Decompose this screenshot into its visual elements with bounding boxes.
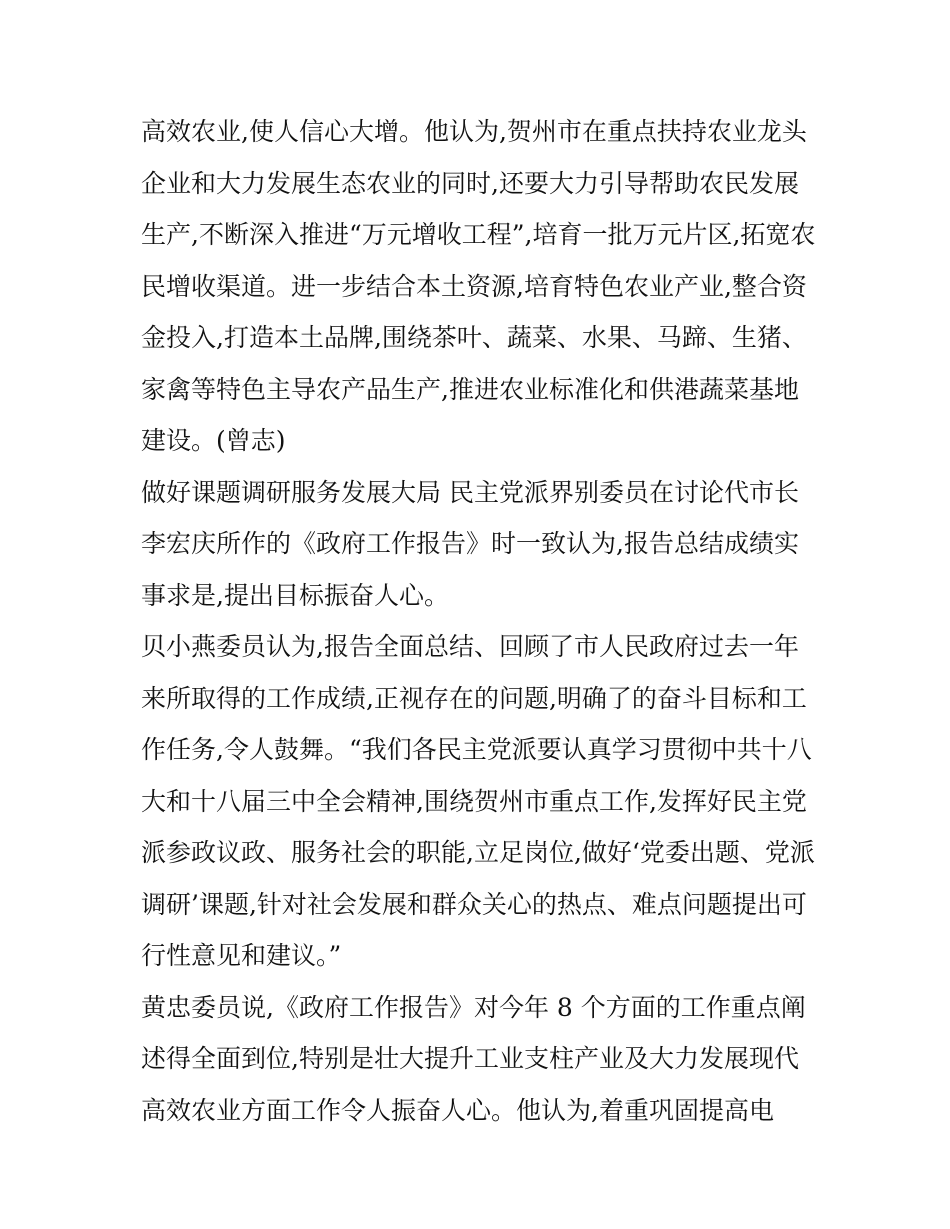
text-line: 高效农业方面工作令人振奋人心。他认为,着重巩固提高电: [141, 1095, 774, 1125]
text-line: 大和十八届三中全会精神,围绕贺州市重点工作,发挥好民主党: [141, 786, 807, 816]
text-line: 黄忠委员说,《政府工作报告》对今年 8 个方面的工作重点阐: [141, 992, 806, 1022]
text-line: 李宏庆所作的《政府工作报告》时一致认为,报告总结成绩实: [141, 529, 799, 558]
section-heading-line: 做好课题调研服务发展大局 民主党派界别委员在讨论代市长: [141, 477, 799, 507]
text-line: 来所取得的工作成绩,正视存在的问题,明确了的奋斗目标和工: [141, 683, 807, 713]
text-line: 事求是,提出目标振奋人心。: [141, 580, 449, 610]
text-line: 企业和大力发展生态农业的同时,还要大力引导帮助农民发展: [141, 168, 799, 198]
text-line: 建设。(曾志): [141, 426, 286, 455]
text-line: 金投入,打造本土品牌,围绕茶叶、蔬菜、水果、马蹄、生猪、: [141, 323, 807, 352]
text-line: 作任务,令人鼓舞。“我们各民主党派要认真学习贯彻中共十八: [141, 735, 812, 764]
text-line: 民增收渠道。进一步结合本土资源,培育特色农业产业,整合资: [141, 271, 807, 301]
text-line: 高效农业,使人信心大增。他认为,贺州市在重点扶持农业龙头: [141, 117, 807, 146]
text-line: 调研’课题,针对社会发展和群众关心的热点、难点问题提出可: [141, 889, 807, 919]
text-line: 家禽等特色主导农产品生产,推进农业标准化和供港蔬菜基地: [141, 374, 799, 404]
text-line: 贝小燕委员认为,报告全面总结、回顾了市人民政府过去一年: [141, 632, 799, 661]
article-body: [141, 106, 821, 1136]
text-line: 述得全面到位,特别是壮大提升工业支柱产业及大力发展现代: [141, 1044, 799, 1073]
text-line: 行性意见和建议。”: [141, 941, 342, 970]
text-line: 生产,不断深入推进“万元增收工程”,培育一批万元片区,拓宽农: [141, 220, 816, 249]
text-line: 派参政议政、服务社会的职能,立足岗位,做好‘党委出题、党派: [141, 838, 815, 867]
